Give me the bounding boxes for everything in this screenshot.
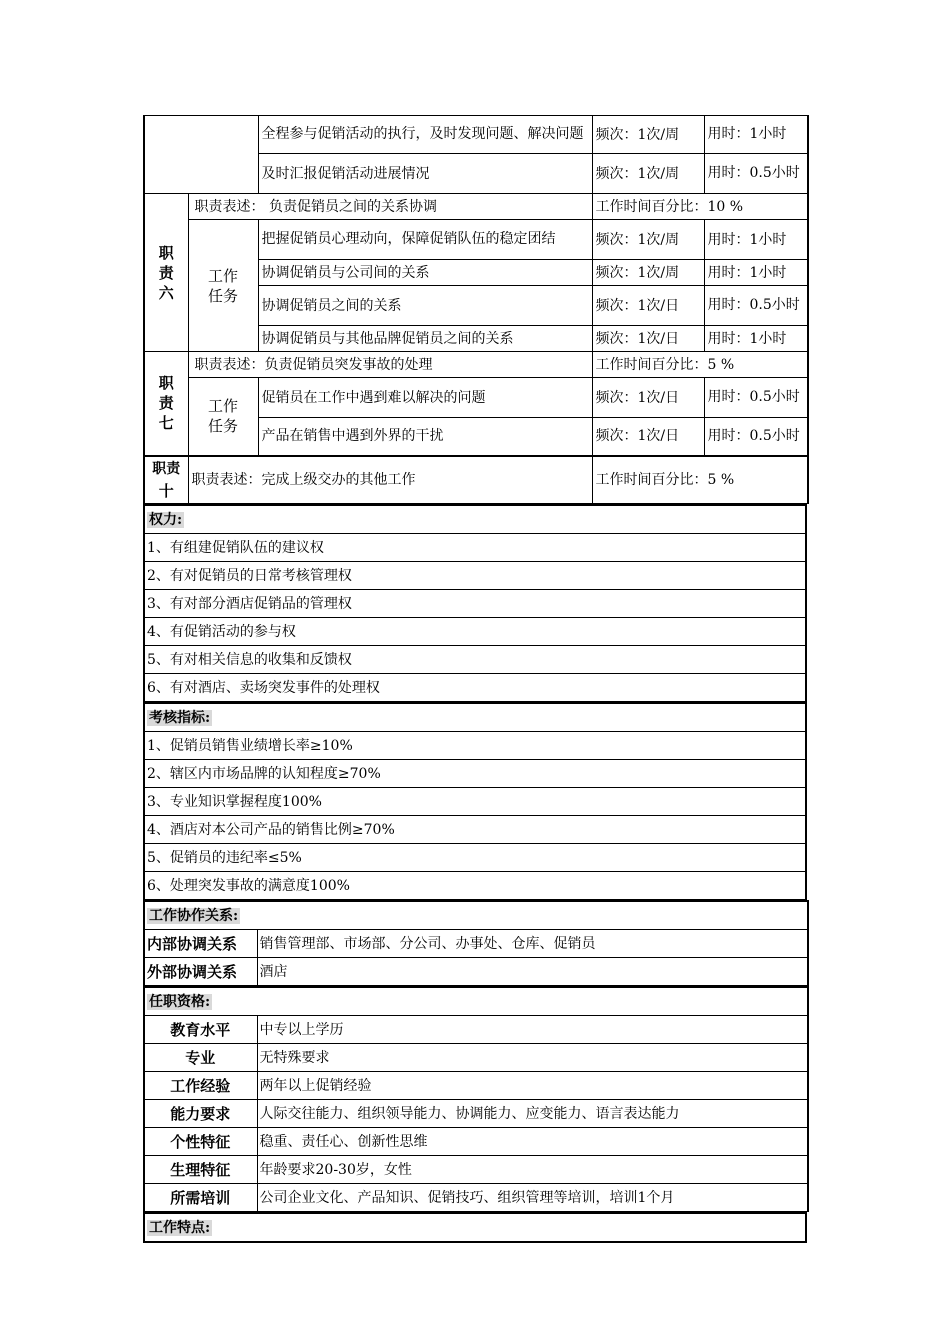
- power-item: 3、有对部分酒店促销品的管理权: [144, 590, 806, 618]
- qualification-label: 专业: [144, 1044, 257, 1072]
- duty-ten-percentage: 工作时间百分比：5 %: [592, 456, 808, 504]
- work-task-label: 工作任务: [188, 378, 258, 456]
- relation-value: 销售管理部、市场部、分公司、办事处、仓库、促销员: [257, 930, 808, 958]
- task-text: 促销员在工作中遇到难以解决的问题: [258, 378, 592, 418]
- features-title: 工作特点:: [144, 1213, 806, 1242]
- table-row: [144, 1016, 808, 1044]
- table-row: [144, 1156, 808, 1184]
- list-item: [144, 534, 806, 562]
- list-item: [144, 816, 806, 844]
- time-cost: 用时：0.5小时: [704, 378, 808, 418]
- section-header: [144, 505, 806, 534]
- time-cost: 用时：0.5小时: [704, 418, 808, 456]
- job-description-sheet: [143, 115, 807, 1243]
- task-text: 协调促销员与公司间的关系: [258, 260, 592, 286]
- time-cost: 用时：1小时: [704, 116, 808, 154]
- kpi-table: [143, 702, 807, 900]
- table-row: [144, 1072, 808, 1100]
- task-text: 协调促销员与其他品牌促销员之间的关系: [258, 326, 592, 352]
- relation-value: 酒店: [257, 958, 808, 986]
- qualification-label: 生理特征: [144, 1156, 257, 1184]
- duty-seven-label: 职责七: [144, 352, 188, 456]
- duty-six-label: 职责六: [144, 194, 188, 352]
- time-cost: 用时：1小时: [704, 326, 808, 352]
- kpi-item: 3、专业知识掌握程度100%: [144, 788, 806, 816]
- table-row: [144, 1128, 808, 1156]
- table-row: [144, 1100, 808, 1128]
- frequency: 频次：1次/周: [592, 154, 704, 194]
- duty-seven-percentage: 工作时间百分比：5 %: [592, 352, 808, 378]
- power-item: 1、有组建促销队伍的建议权: [144, 534, 806, 562]
- duty-ten-description: 职责表述：完成上级交办的其他工作: [188, 456, 592, 504]
- powers-title: 权力:: [144, 505, 806, 534]
- list-item: [144, 872, 806, 900]
- qualification-label: 工作经验: [144, 1072, 257, 1100]
- kpi-item: 6、处理突发事故的满意度100%: [144, 872, 806, 900]
- relation-label: 内部协调关系: [144, 930, 257, 958]
- task-text: 全程参与促销活动的执行，及时发现问题、解决问题: [258, 116, 592, 154]
- features-table: [143, 1212, 807, 1243]
- qualification-label: 个性特征: [144, 1128, 257, 1156]
- frequency: 频次：1次/周: [592, 260, 704, 286]
- frequency: 频次：1次/日: [592, 418, 704, 456]
- kpi-item: 2、辖区内市场品牌的认知程度≥70%: [144, 760, 806, 788]
- duty-six-description: 职责表述： 负责促销员之间的关系协调: [188, 194, 592, 220]
- qualification-label: 教育水平: [144, 1016, 257, 1044]
- blank-cell: [144, 116, 258, 194]
- list-item: [144, 760, 806, 788]
- power-item: 2、有对促销员的日常考核管理权: [144, 562, 806, 590]
- duty-seven-description: 职责表述：负责促销员突发事故的处理: [188, 352, 592, 378]
- power-item: 6、有对酒店、卖场突发事件的处理权: [144, 674, 806, 702]
- duty-ten-label: 职责 十: [144, 456, 188, 504]
- relation-label: 外部协调关系: [144, 958, 257, 986]
- power-item: 5、有对相关信息的收集和反馈权: [144, 646, 806, 674]
- qualification-value: 两年以上促销经验: [257, 1072, 808, 1100]
- kpi-item: 1、促销员销售业绩增长率≥10%: [144, 732, 806, 760]
- time-cost: 用时：1小时: [704, 220, 808, 260]
- task-text: 协调促销员之间的关系: [258, 286, 592, 326]
- power-item: 4、有促销活动的参与权: [144, 618, 806, 646]
- list-item: [144, 788, 806, 816]
- relations-table: [143, 900, 809, 986]
- section-header: [144, 1213, 806, 1242]
- qualification-value: 中专以上学历: [257, 1016, 808, 1044]
- list-item: [144, 618, 806, 646]
- time-cost: 用时：1小时: [704, 260, 808, 286]
- frequency: 频次：1次/日: [592, 286, 704, 326]
- duty-six-percentage: 工作时间百分比：10 %: [592, 194, 808, 220]
- table-row: [144, 958, 808, 986]
- qualification-value: 人际交往能力、组织领导能力、协调能力、应变能力、语言表达能力: [257, 1100, 808, 1128]
- kpi-item: 5、促销员的违纪率≤5%: [144, 844, 806, 872]
- qualification-value: 无特殊要求: [257, 1044, 808, 1072]
- task-text: 把握促销员心理动向，保障促销队伍的稳定团结: [258, 220, 592, 260]
- section-header: [144, 703, 806, 732]
- relations-title: 工作协作关系:: [144, 901, 808, 930]
- qualification-value: 年龄要求20-30岁，女性: [257, 1156, 808, 1184]
- kpi-title: 考核指标:: [144, 703, 806, 732]
- list-item: [144, 732, 806, 760]
- time-cost: 用时：0.5小时: [704, 154, 808, 194]
- qualifications-table: [143, 986, 809, 1212]
- qualification-label: 能力要求: [144, 1100, 257, 1128]
- duty-table: [143, 115, 809, 504]
- list-item: [144, 562, 806, 590]
- qualification-value: 公司企业文化、产品知识、促销技巧、组织管理等培训，培训1个月: [257, 1184, 808, 1212]
- list-item: [144, 674, 806, 702]
- time-cost: 用时：0.5小时: [704, 286, 808, 326]
- section-header: [144, 987, 808, 1016]
- table-row: [144, 220, 808, 260]
- kpi-item: 4、酒店对本公司产品的销售比例≥70%: [144, 816, 806, 844]
- qualification-value: 稳重、责任心、创新性思维: [257, 1128, 808, 1156]
- task-text: 产品在销售中遇到外界的干扰: [258, 418, 592, 456]
- task-text: 及时汇报促销活动进展情况: [258, 154, 592, 194]
- table-row: [144, 194, 808, 220]
- list-item: [144, 646, 806, 674]
- table-row: [144, 1044, 808, 1072]
- table-row: [144, 930, 808, 958]
- table-row: [144, 352, 808, 378]
- frequency: 频次：1次/周: [592, 116, 704, 154]
- frequency: 频次：1次/日: [592, 378, 704, 418]
- table-row: [144, 1184, 808, 1212]
- list-item: [144, 844, 806, 872]
- table-row: [144, 378, 808, 418]
- frequency: 频次：1次/周: [592, 220, 704, 260]
- powers-table: [143, 504, 807, 702]
- qualifications-title: 任职资格:: [144, 987, 808, 1016]
- qualification-label: 所需培训: [144, 1184, 257, 1212]
- table-row: [144, 116, 808, 154]
- section-header: [144, 901, 808, 930]
- frequency: 频次：1次/日: [592, 326, 704, 352]
- list-item: [144, 590, 806, 618]
- table-row: [144, 456, 808, 504]
- work-task-label: 工作任务: [188, 220, 258, 352]
